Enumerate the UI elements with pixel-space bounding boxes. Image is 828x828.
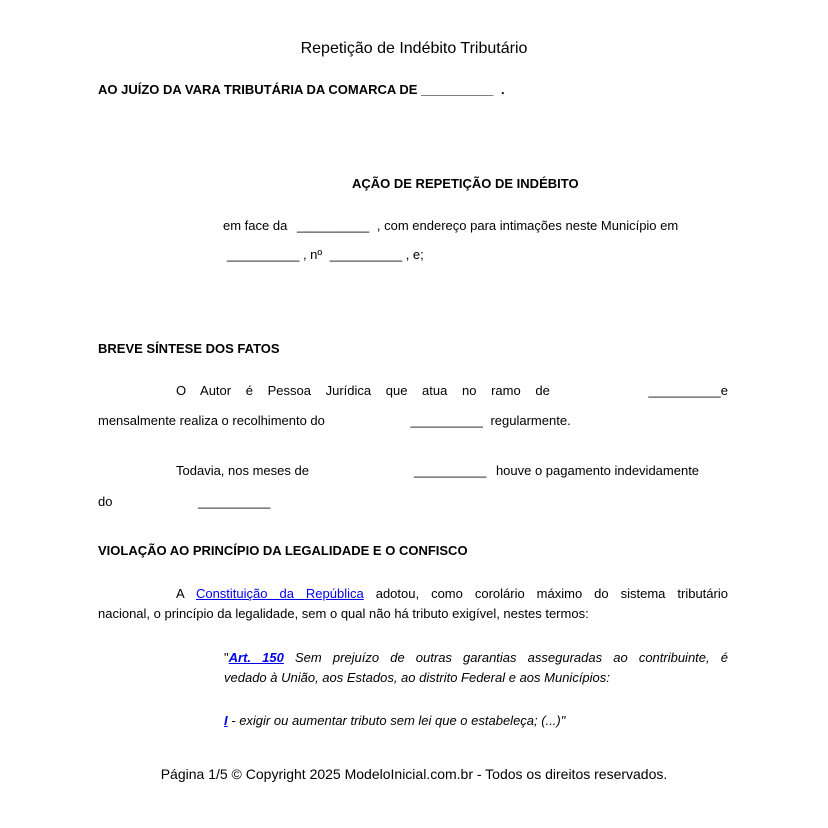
- facts-p1-text-b: e: [720, 383, 728, 398]
- addressee-line: [98, 82, 505, 97]
- intro-text-d: , e;: [405, 247, 424, 262]
- addressee-text: AO JUÍZO DA VARA TRIBUTÁRIA DA COMARCA DE: [98, 82, 418, 97]
- quote-item: [224, 713, 565, 728]
- quote-item-text: - exigir ou aumentar tributo sem lei que o estabeleça; (...)": [231, 713, 566, 728]
- intro-text-b: , com endereço para intimações neste Município em: [376, 218, 679, 233]
- facts-p2-line1-right: [414, 463, 699, 478]
- intro-blank-2: __________: [227, 247, 300, 262]
- addressee-blank: __________: [421, 82, 494, 97]
- action-title: AÇÃO DE REPETIÇÃO DE INDÉBITO: [352, 176, 579, 191]
- constitution-link[interactable]: Constituição da República: [195, 586, 364, 601]
- facts-p1-text-d: regularmente.: [490, 413, 571, 428]
- legality-p1-text-a: A: [176, 586, 184, 601]
- facts-p2-line1: [176, 463, 309, 478]
- facts-p2-text-c: do: [98, 494, 113, 509]
- intro-line-2: [227, 247, 424, 262]
- facts-p2-line2: [98, 494, 270, 509]
- facts-p1-line1: [176, 383, 728, 398]
- legality-p1-text-b: adotou, como corolário máximo do sistema tributário: [375, 586, 728, 601]
- addressee-end: .: [501, 82, 505, 97]
- intro-line-1: [223, 218, 678, 233]
- facts-p1-text-c: mensalmente realiza o recolhimento do: [98, 413, 325, 428]
- quote-text-a: Sem prejuízo de outras garantias asseguradas ao contribuinte, é: [294, 650, 728, 665]
- quote-line2: vedado à União, aos Estados, ao distrito Federal e aos Municípios:: [224, 670, 610, 685]
- intro-text-c: , nº: [302, 247, 323, 262]
- facts-p1-text-a: O Autor é Pessoa Jurídica que atua no ramo de: [176, 383, 550, 398]
- document-title: Repetição de Indébito Tributário: [300, 40, 528, 57]
- facts-p2-text-a: Todavia, nos meses de: [176, 463, 309, 478]
- item-i-link[interactable]: I: [224, 713, 228, 728]
- legality-p1-line2: nacional, o princípio da legalidade, sem o qual não há tributo exigível, nestes termos:: [98, 606, 589, 621]
- art-150-link[interactable]: Art. 150: [228, 650, 284, 665]
- facts-p1-line2: [98, 413, 571, 428]
- intro-blank-1: __________: [296, 218, 370, 233]
- facts-p2-blank-1: __________: [414, 463, 487, 478]
- legality-p1-line1: [176, 586, 728, 601]
- intro-text-a: em face da: [223, 218, 288, 233]
- facts-p1-blank-1: __________: [648, 383, 721, 398]
- facts-p2-blank-2: __________: [198, 494, 271, 509]
- intro-blank-3: __________: [329, 247, 403, 262]
- quote-open: ": [224, 650, 229, 665]
- facts-p2-text-b: houve o pagamento indevidamente: [495, 463, 700, 478]
- section-heading-facts: BREVE SÍNTESE DOS FATOS: [98, 341, 280, 356]
- section-heading-legality: VIOLAÇÃO AO PRINCÍPIO DA LEGALIDADE E O CONFISCO: [98, 543, 468, 558]
- page-footer: Página 1/5 © Copyright 2025 ModeloInicial.com.br - Todos os direitos reservados.: [160, 766, 668, 782]
- facts-p1-blank-2: __________: [410, 413, 483, 428]
- quote-line1: [224, 650, 728, 665]
